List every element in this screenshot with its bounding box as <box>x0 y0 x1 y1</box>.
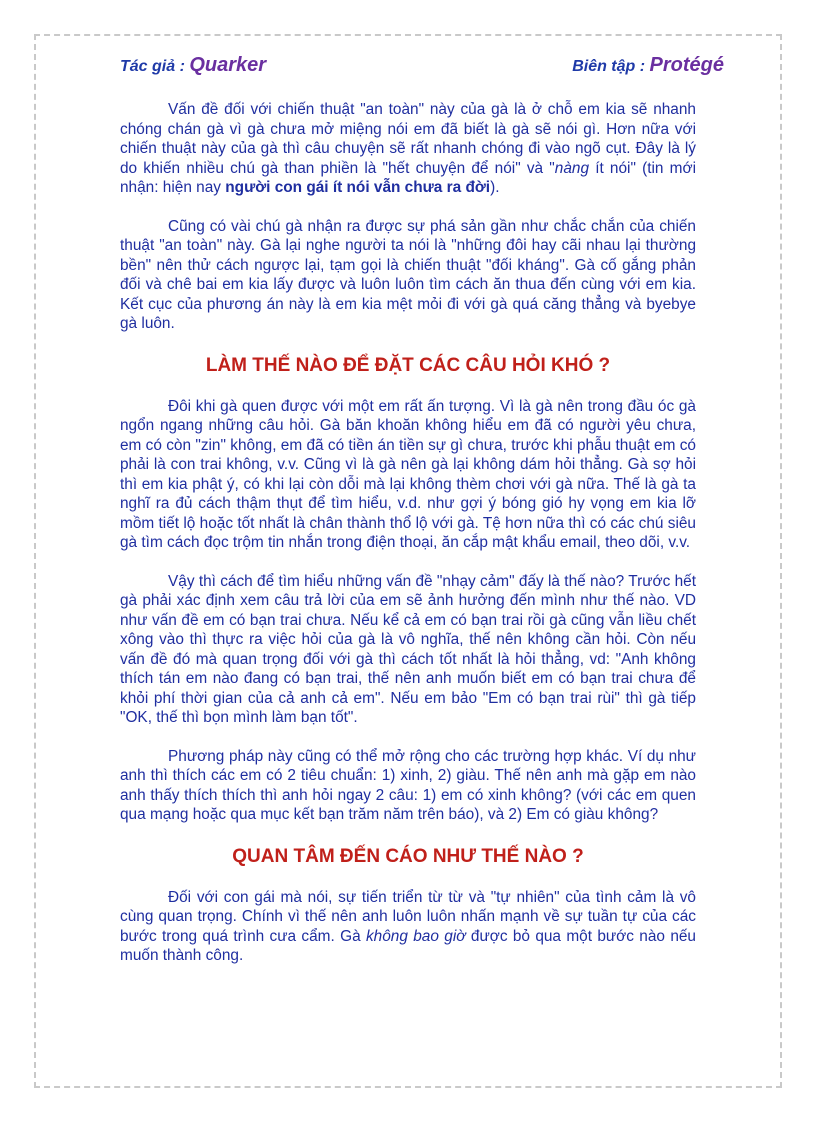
paragraph-1-part-e: ). <box>490 179 500 196</box>
paragraph-1-part-c: ít nói" (tin mới nhận: hiện nay <box>120 159 696 196</box>
page-header <box>120 54 724 82</box>
paragraph-1 <box>120 100 696 198</box>
author-label: Tác giả : <box>120 58 190 75</box>
paragraph-5: Phương pháp này cũng có thể mở rộng cho các trường hợp khác. Ví dụ như anh thì thích các em có 2 tiêu chuẩn: 1) xinh, 2) giàu. Thế nên anh mà gặp em nào anh thấy thích thích thì anh hỏi ngay 2 câu: 1) em có xinh không? (với các em quen qua mạng hoặc qua mục kết bạn trăm năm trên báo), và 2) Em có giàu không? <box>120 747 696 823</box>
editor-credit <box>572 54 724 77</box>
author-name: Quarker <box>189 54 267 76</box>
editor-name: Protégé <box>649 54 724 76</box>
section-heading-1: LÀM THẾ NÀO ĐỂ ĐẶT CÁC CÂU HỎI KHÓ ? <box>205 354 611 376</box>
paragraph-1-part-a: Vấn đề đối với chiến thuật "an toàn" này của gà là ở chỗ em kia sẽ nhanh chóng chán gà vì gà chưa mở miệng nói em đã biết là gà sẽ nói gì. Hơn nữa với chiến thuật này của gà thì câu chuyện sẽ rất nhanh chóng đi vào ngõ cụt. Đây là lý do khiến nhiều chú gà than phiền là "hết chuyện để nói" và " <box>120 101 696 177</box>
paragraph-1-italic: nàng <box>554 159 590 177</box>
paragraph-6-part-c: được bỏ qua một bước nào nếu muốn thành công. <box>120 927 696 964</box>
editor-label: Biên tập : <box>572 58 650 75</box>
paragraph-4: Vậy thì cách để tìm hiểu những vấn đề "nhạy cảm" đấy là thế nào? Trước hết gà phải xác định xem câu trả lời của em sẽ ảnh hưởng đến mình như thế nào. VD như vấn đề em có bạn trai chưa. Nếu kể cả em có bạn trai rồi gà cũng vẫn liều chết xông vào thì thực ra việc hỏi của gà là vô nghĩa, thế nên không cần hỏi. Còn nếu vấn đề đó mà quan trọng đối với gà thì cách tốt nhất là hỏi thẳng, vd: "Anh không thích tán em nào đang có bạn trai, thế nên anh muốn biết em có bạn trai chưa để khỏi phí thời gian của cả anh cả em". Nếu em bảo "Em có bạn trai rùi" thì gà tiếp "OK, thế thì bọn mình làm bạn tốt". <box>120 572 696 726</box>
paragraph-3: Đôi khi gà quen được với một em rất ấn tượng. Vì là gà nên trong đầu óc gà ngổn ngang những câu hỏi. Gà băn khoăn không hiểu em đã có người yêu chưa, em có còn "zin" không, em đã có tiền án tiền sự gì chưa, trước khi phẫu thuật em có phải là con trai không, v.v. Cũng vì là gà nên gà lại không dám hỏi thẳng. Gà sợ hỏi thì em kia phật ý, có khi lại còn dỗi mà lại không thèm chơi với gà nữa. Thế là gà ta nghĩ ra đủ cách thậm thụt để tìm hiểu, v.d. như gợi ý bóng gió hy vọng em kia lỡ mồm tiết lộ hoặc tốt nhất là chân thành thổ lộ với gà. Tệ hơn nữa thì có các chú siêu gà tìm cách đọc trộm tin nhắn trong điện thoại, ăn cắp mật khẩu email, theo dõi, v.v. <box>120 397 696 551</box>
article-body <box>120 100 696 985</box>
paragraph-6-part-a: Đối với con gái mà nói, sự tiến triển từ từ và "tự nhiên" của tình cảm là vô cùng quan trọng. Chính vì thế nên anh luôn luôn nhấn mạnh về sự tuần tự của các bước trong quá trình cưa cẩm. Gà <box>120 888 696 945</box>
paragraph-1-bold: người con gái ít nói vẫn chưa ra đời <box>225 179 491 196</box>
paragraph-6-italic: không bao giờ <box>365 927 466 945</box>
paragraph-2: Cũng có vài chú gà nhận ra được sự phá sản gần như chắc chắn của chiến thuật "an toàn" này. Gà lại nghe người ta nói là "những đôi hay cãi nhau lại thường bền" nên thử cách ngược lại, tạm gọi là chiến thuật "đối kháng". Gà cố gắng phản đối và chê bai em kia lấy được và luôn luôn tìm cách ăn thua đến cùng với em kia. Kết cục của phương án này là em kia mệt mỏi đi với gà quá căng thẳng và byebye gà luôn. <box>120 217 696 332</box>
section-heading-2: QUAN TÂM ĐẾN CÁO NHƯ THẾ NÀO ? <box>232 845 584 867</box>
paragraph-6 <box>120 888 696 966</box>
author-credit <box>120 54 266 77</box>
